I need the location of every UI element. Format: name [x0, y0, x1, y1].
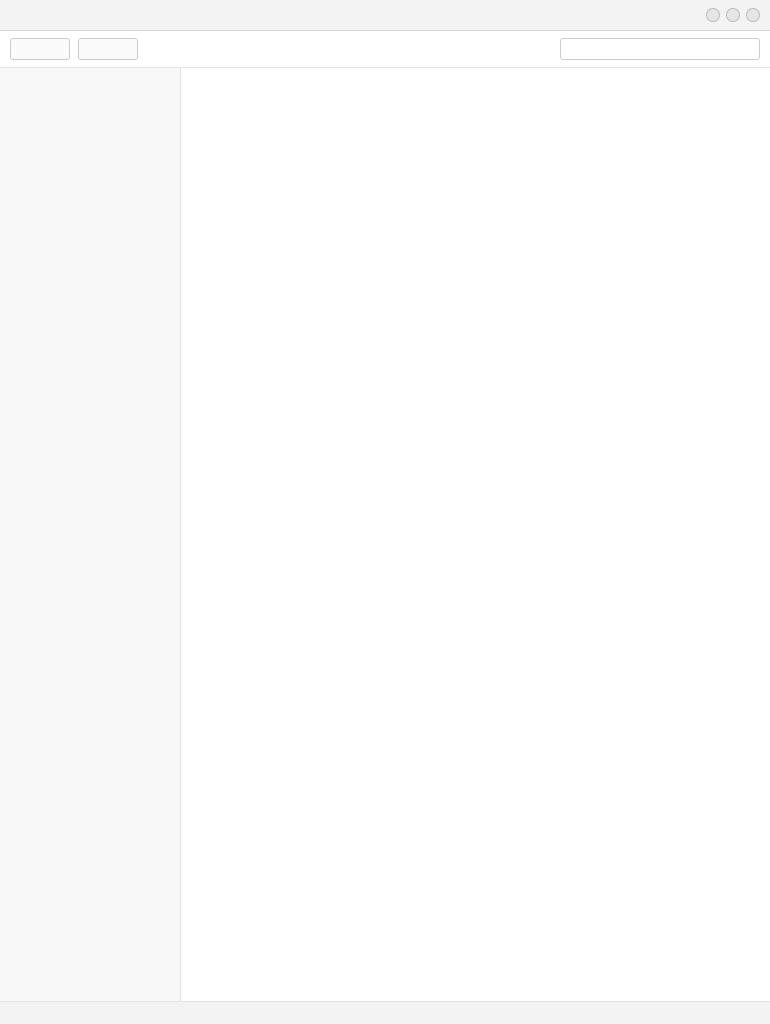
status-bar: [0, 1001, 770, 1024]
close-button[interactable]: [746, 8, 760, 22]
secondary-button[interactable]: [78, 38, 138, 60]
toolbar: [0, 31, 770, 68]
content-row: [0, 68, 770, 1001]
search-input[interactable]: [560, 38, 760, 60]
window-controls: [706, 8, 760, 22]
main-content: [181, 68, 770, 1001]
minimize-button[interactable]: [706, 8, 720, 22]
title-bar: [0, 0, 770, 31]
sidebar: [0, 68, 181, 1001]
primary-button[interactable]: [10, 38, 70, 60]
maximize-button[interactable]: [726, 8, 740, 22]
